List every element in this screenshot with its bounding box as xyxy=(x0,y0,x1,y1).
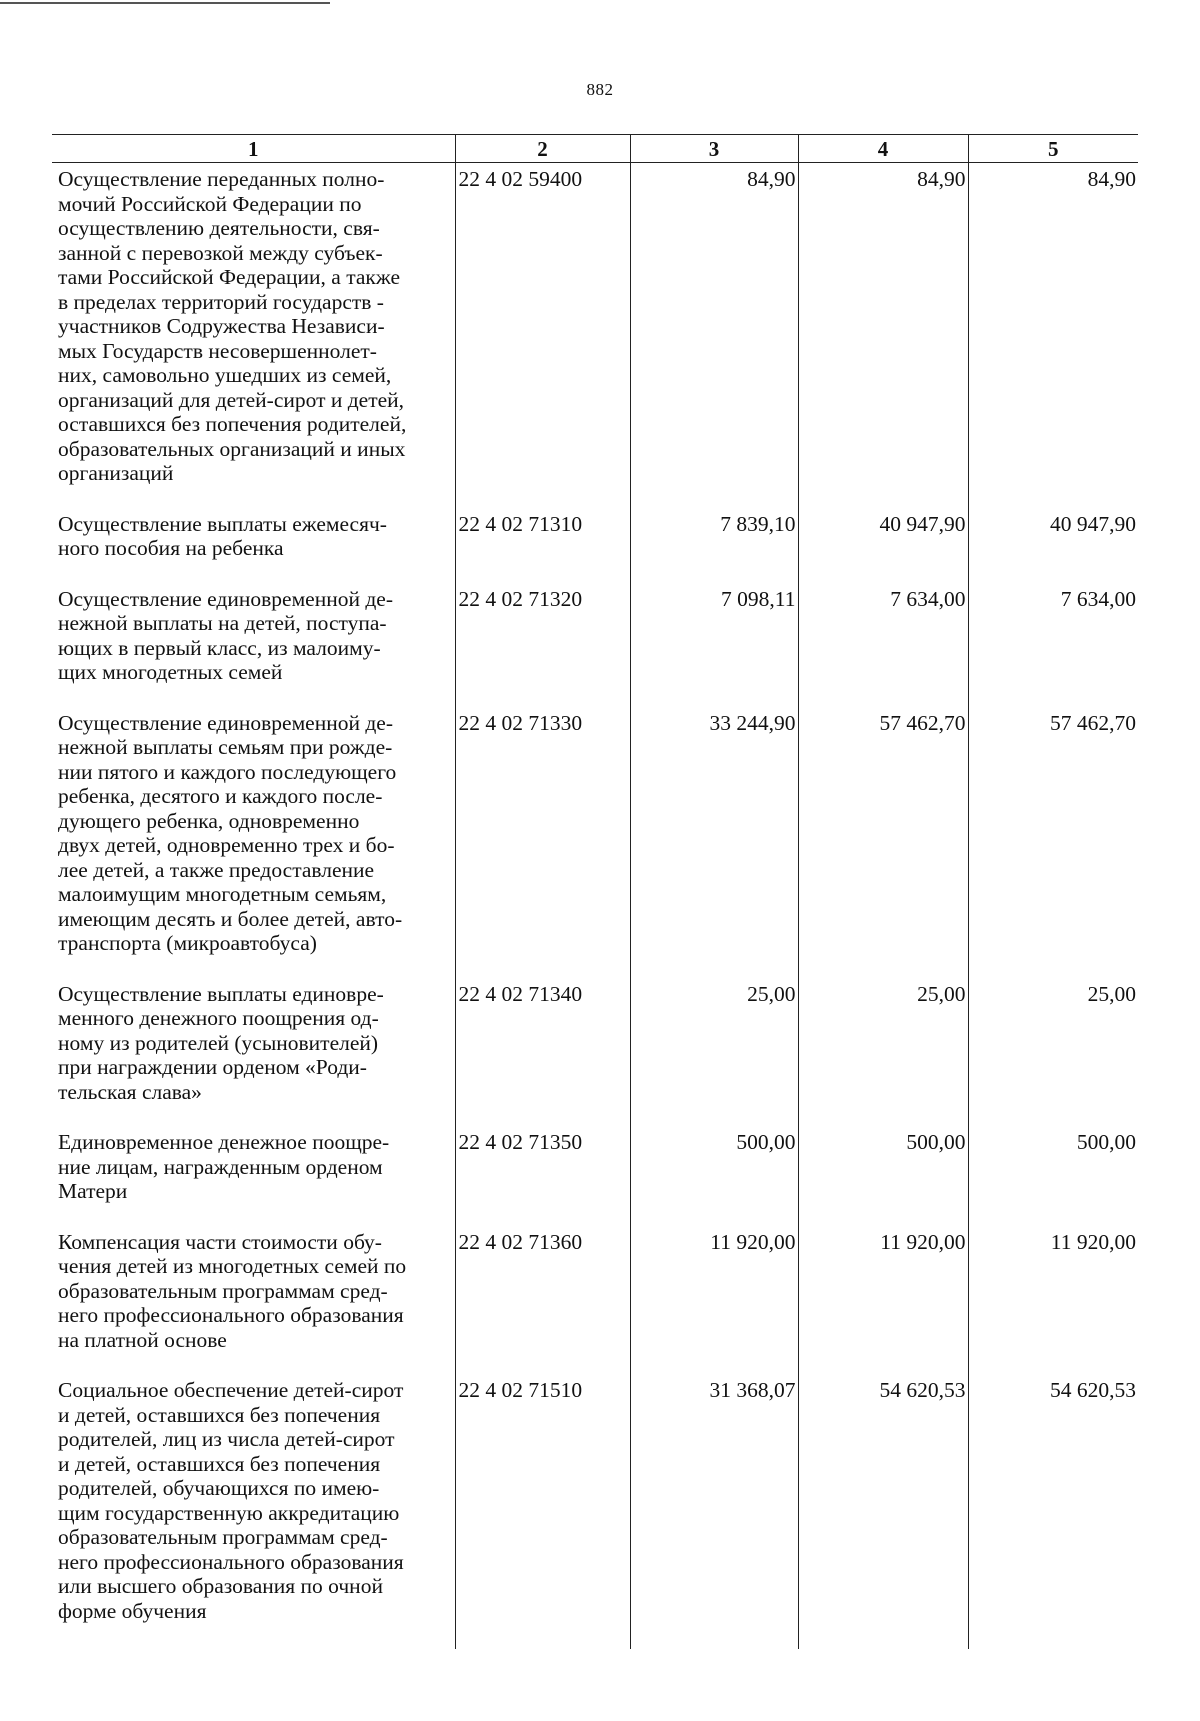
row-budget-code: 22 4 02 71360 xyxy=(455,1226,630,1375)
row-amount-col4: 7 634,00 xyxy=(798,583,968,707)
row-amount-col3: 7 098,11 xyxy=(630,583,798,707)
row-description: Осуществление единовременной де- нежной выплаты семьям при рожде- нии пятого и каждого последующего ребенка, десятого и каждого после- дующего ребенка, одновременно двух детей, одновременно трех и бо- лее детей, а также предоставление малоимущим многодетным семьям, имеющим десять и более детей, авто- транспорта (микроавтобуса) xyxy=(58,710,403,955)
row-amount-col3: 84,90 xyxy=(630,163,798,508)
row-amount-col4: 57 462,70 xyxy=(798,707,968,978)
row-amount-col3: 25,00 xyxy=(630,978,798,1127)
row-amount-col5: 84,90 xyxy=(968,163,1138,508)
row-amount-col5: 500,00 xyxy=(968,1126,1138,1226)
row-description: Социальное обеспечение детей-сирот и детей, оставшихся без попечения родителей, лиц из числа детей-сирот и детей, оставшихся без попечения родителей, обучающихся по имею- щим государственную аккредитацию образовательным программам сред- него профессионального образования или высшего образования по очной форме обучения xyxy=(58,1378,404,1623)
table-row xyxy=(52,508,1138,583)
row-amount-col5: 54 620,53 xyxy=(968,1374,1138,1649)
column-header-5: 5 xyxy=(968,135,1138,163)
row-budget-code: 22 4 02 71350 xyxy=(455,1126,630,1226)
row-amount-col4: 84,90 xyxy=(798,163,968,508)
row-description: Единовременное денежное поощре- ние лицам, награжденным орденом Матери xyxy=(58,1130,390,1203)
row-description: Осуществление выплаты ежемесяч- ного пособия на ребенка xyxy=(58,511,387,560)
budget-table xyxy=(52,134,1138,1649)
row-amount-col5: 57 462,70 xyxy=(968,707,1138,978)
row-amount-col4: 25,00 xyxy=(798,978,968,1127)
page-number: 882 xyxy=(586,80,614,99)
row-description: Осуществление единовременной де- нежной выплаты на детей, поступа- ющих в первый класс, из малоиму- щих многодетных семей xyxy=(58,586,394,684)
row-amount-col3: 31 368,07 xyxy=(630,1374,798,1649)
row-amount-col4: 54 620,53 xyxy=(798,1374,968,1649)
table-row xyxy=(52,1126,1138,1226)
column-header-3: 3 xyxy=(630,135,798,163)
row-amount-col4: 500,00 xyxy=(798,1126,968,1226)
row-budget-code: 22 4 02 71340 xyxy=(455,978,630,1127)
row-amount-col4: 11 920,00 xyxy=(798,1226,968,1375)
row-budget-code: 22 4 02 71320 xyxy=(455,583,630,707)
table-row xyxy=(52,1374,1138,1649)
row-amount-col4: 40 947,90 xyxy=(798,508,968,583)
row-amount-col5: 7 634,00 xyxy=(968,583,1138,707)
row-amount-col5: 11 920,00 xyxy=(968,1226,1138,1375)
column-header-4: 4 xyxy=(798,135,968,163)
table-row xyxy=(52,978,1138,1127)
table-row xyxy=(52,163,1138,508)
row-amount-col3: 500,00 xyxy=(630,1126,798,1226)
row-amount-col3: 33 244,90 xyxy=(630,707,798,978)
table-row xyxy=(52,707,1138,978)
row-description: Осуществление выплаты единовре- менного денежного поощрения од- ному из родителей (усыновителей) при награждении орденом «Роди- тельская слава» xyxy=(58,981,384,1104)
column-header-1: 1 xyxy=(52,135,455,163)
row-budget-code: 22 4 02 71510 xyxy=(455,1374,630,1649)
row-budget-code: 22 4 02 71310 xyxy=(455,508,630,583)
row-amount-col3: 7 839,10 xyxy=(630,508,798,583)
scan-edge-line xyxy=(0,2,330,4)
table-row xyxy=(52,1226,1138,1375)
table-row xyxy=(52,583,1138,707)
row-budget-code: 22 4 02 59400 xyxy=(455,163,630,508)
row-description: Осуществление переданных полно- мочий Российской Федерации по осуществлению деятельности, свя- занной с перевозкой между субъек- тами Российской Федерации, а также в пределах территорий государств - участников Содружества Независи- мых Государств несовершеннолет- них, самовольно ушедших из семей, организаций для детей-сирот и детей, оставшихся без попечения родителей, образовательных организаций и иных организаций xyxy=(58,167,407,485)
row-amount-col3: 11 920,00 xyxy=(630,1226,798,1375)
row-amount-col5: 25,00 xyxy=(968,978,1138,1127)
column-header-2: 2 xyxy=(455,135,630,163)
row-budget-code: 22 4 02 71330 xyxy=(455,707,630,978)
row-description: Компенсация части стоимости обу- чения детей из многодетных семей по образовательным программам сред- него профессионального образования на платной основе xyxy=(58,1229,407,1352)
row-amount-col5: 40 947,90 xyxy=(968,508,1138,583)
table-header-row xyxy=(52,135,1138,163)
